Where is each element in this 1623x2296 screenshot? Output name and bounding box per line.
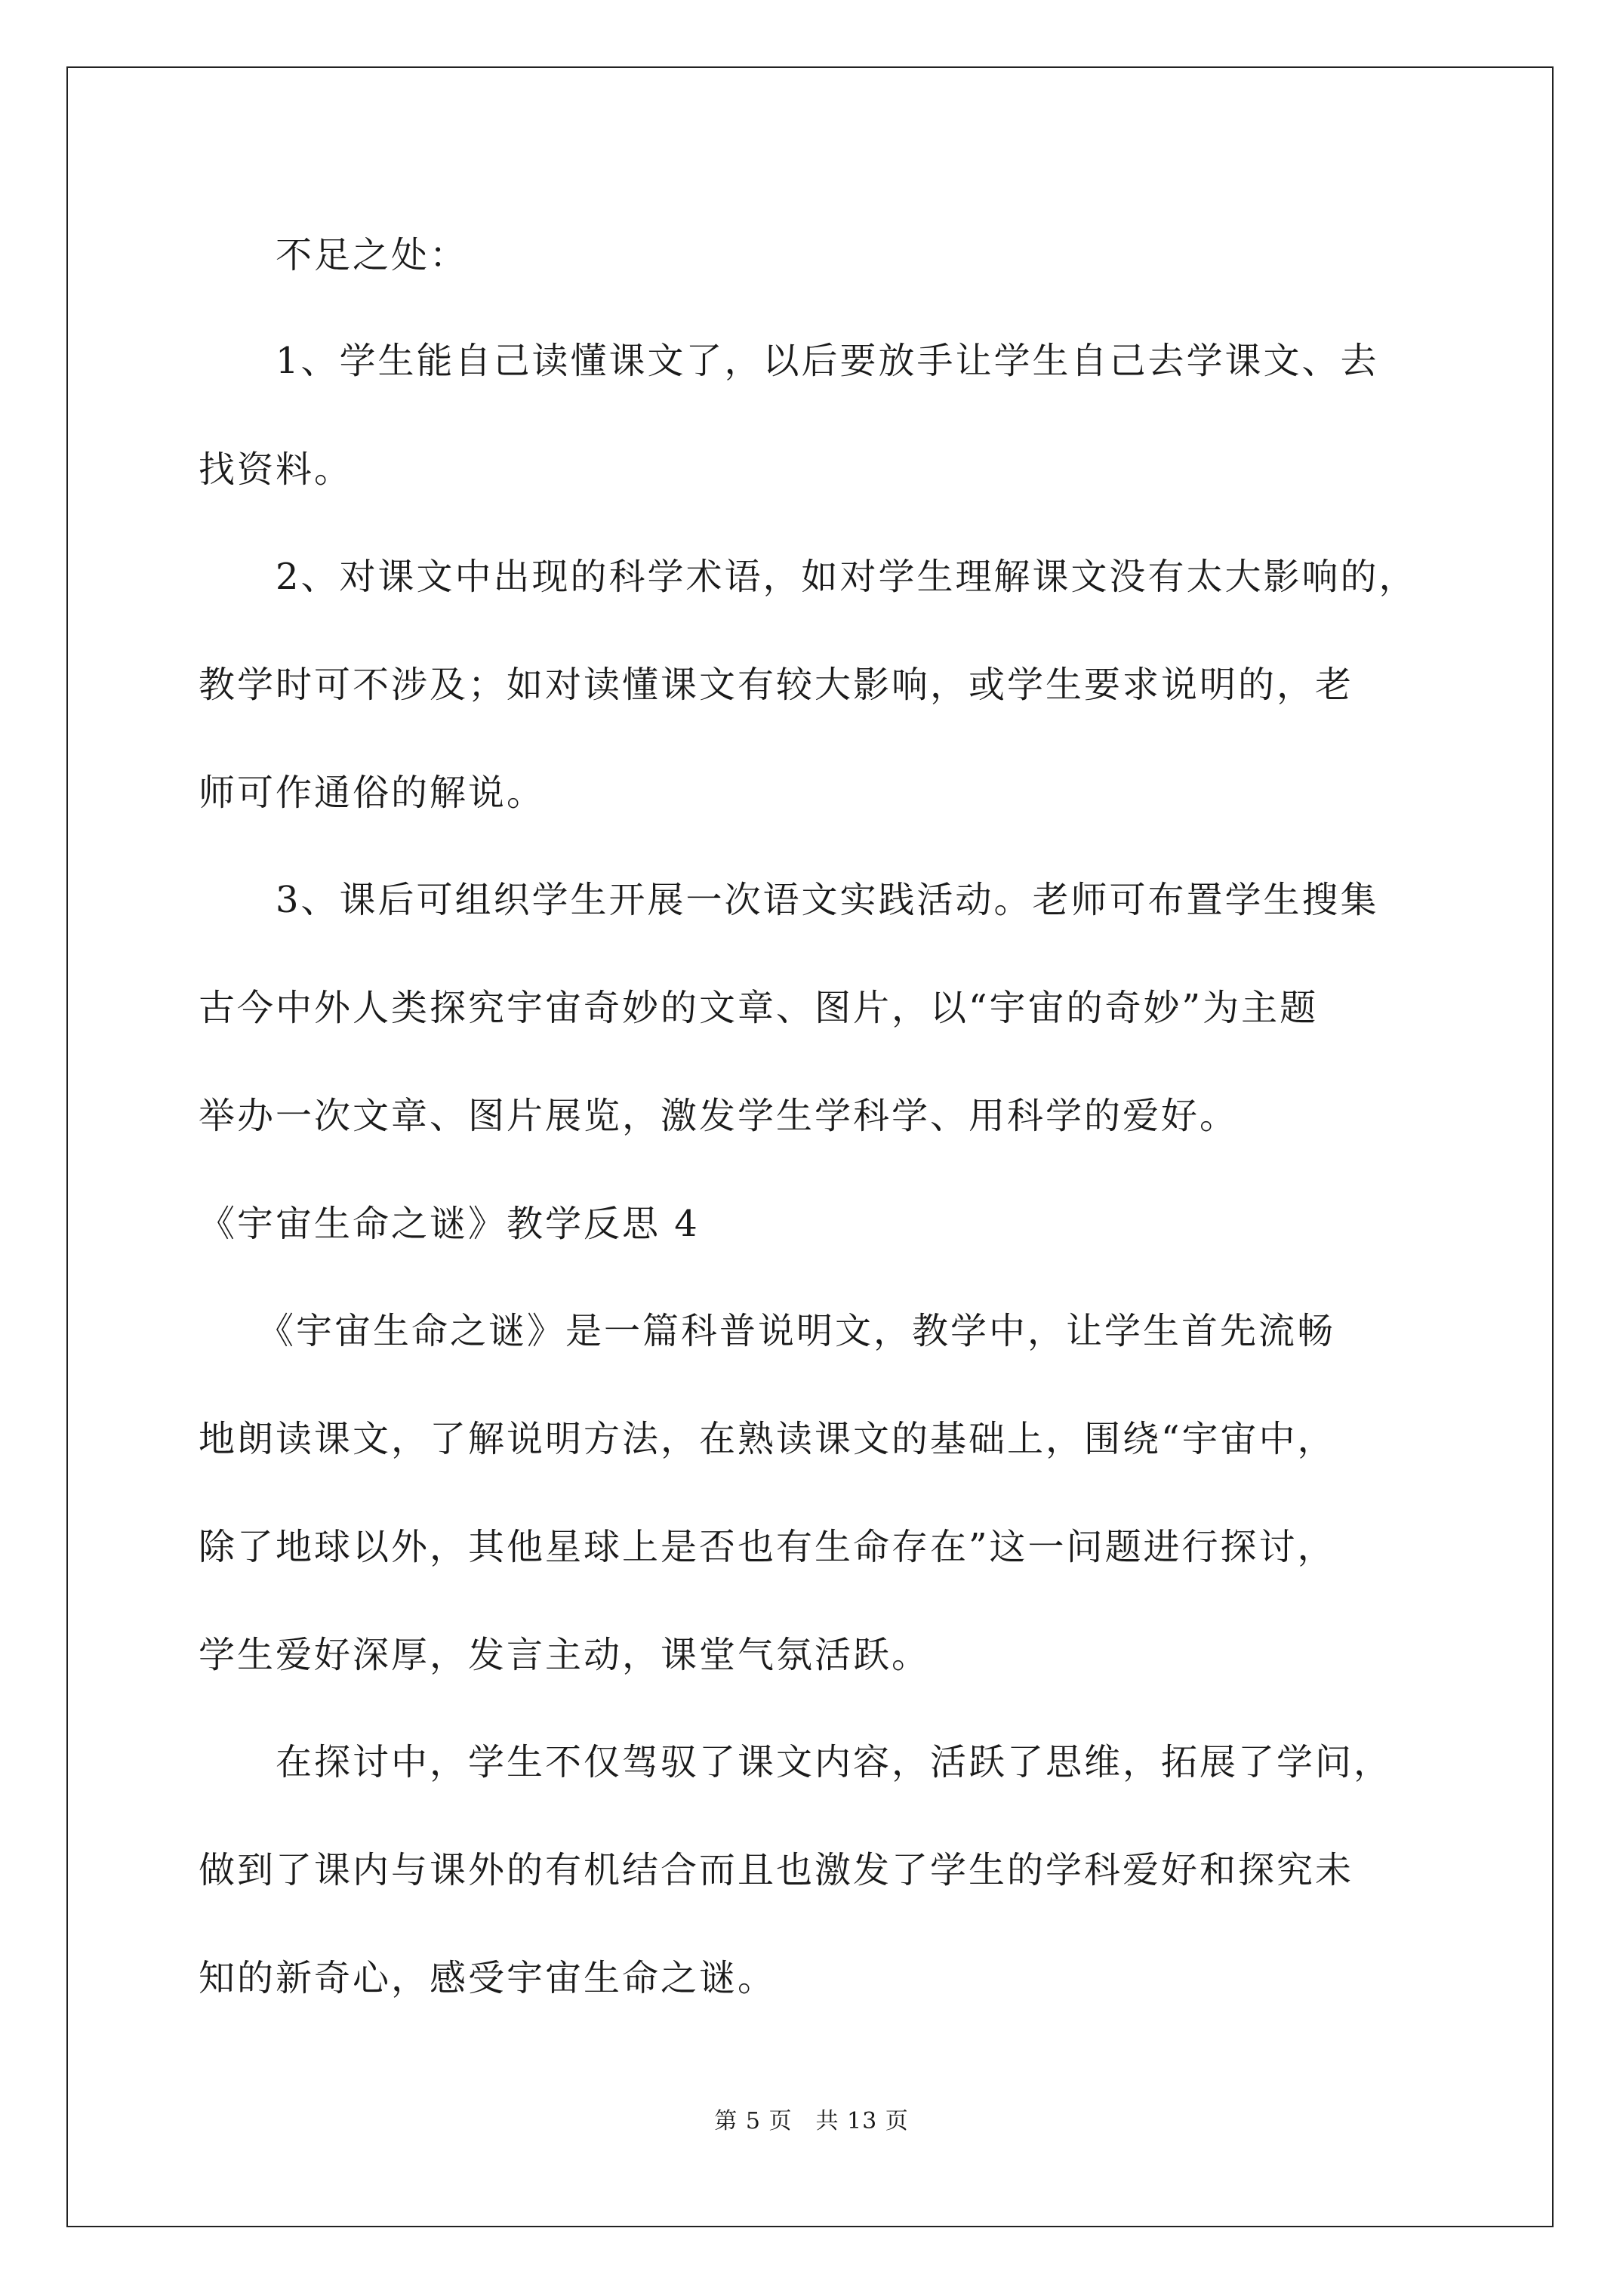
text-line: 不足之处： — [199, 234, 469, 276]
text-line: 古今中外人类探究宇宙奇妙的文章、图片，以“宇宙的奇妙”为主题 — [199, 987, 1319, 1029]
text-line: 教学时可不涉及；如对读懂课文有较大影响，或学生要求说明的，老 — [199, 664, 1354, 706]
text-line: 做到了课内与课外的有机结合而且也激发了学生的学科爱好和探究未 — [199, 1849, 1354, 1891]
text-line: 找资料。 — [199, 448, 353, 491]
text-line: 《宇宙生命之谜》是一篇科普说明文，教学中，让学生首先流畅 — [199, 1310, 1336, 1352]
text-line: 地朗读课文，了解说明方法，在熟读课文的基础上，围绕“宇宙中， — [199, 1418, 1336, 1460]
text-line: 除了地球以外，其他星球上是否也有生命存在”这一问题进行探讨， — [199, 1526, 1336, 1568]
text-line: 知的新奇心，感受宇宙生命之谜。 — [199, 1957, 777, 1999]
text-line: 学生爱好深厚，发言主动，课堂气氛活跃。 — [199, 1634, 931, 1676]
text-line: 举办一次文章、图片展览，激发学生学科学、用科学的爱好。 — [199, 1095, 1239, 1137]
text-line: 2、对课文中出现的科学术语，如对学生理解课文没有太大影响的， — [199, 556, 1418, 598]
text-line: 师可作通俗的解说。 — [199, 772, 546, 814]
text-line: 在探讨中，学生不仅驾驭了课文内容，活跃了思维，拓展了学问， — [199, 1741, 1393, 1783]
page-border — [66, 66, 1554, 2227]
text-line: 1、学生能自己读懂课文了，以后要放手让学生自己去学课文、去 — [199, 340, 1379, 382]
section-heading: 《宇宙生命之谜》教学反思 4 — [199, 1203, 700, 1245]
page-footer: 第 5 页 共 13 页 — [714, 2108, 909, 2134]
text-line: 3、课后可组织学生开展一次语文实践活动。老师可布置学生搜集 — [199, 879, 1379, 921]
